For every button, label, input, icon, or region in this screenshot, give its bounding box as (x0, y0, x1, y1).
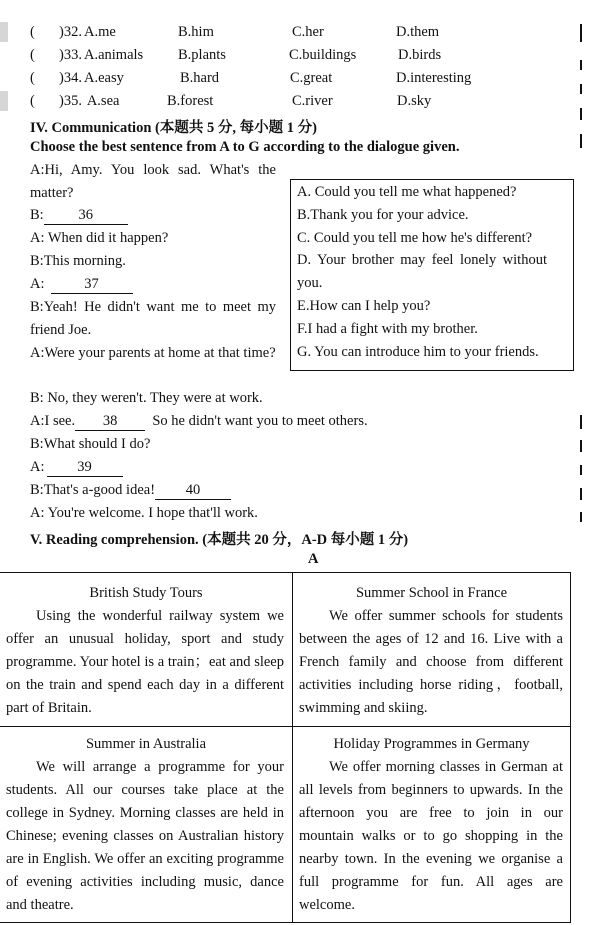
section-heading: V. Reading comprehension. (本题共 20 分，A-D 每小题 1 分) (30, 532, 409, 548)
cell-body: We will arrange a programme for your students. All our courses take place at the college in Sydney. Morning classes are held in Chinese; evening classes on Australian history are in English. We offer an exciting programme of evening activities including music, dance and theatre. (6, 759, 284, 913)
right-border-line (580, 415, 582, 429)
question-number: )32. (59, 24, 82, 40)
cell-title: Summer School in France (355, 585, 508, 601)
right-border-line (580, 84, 582, 94)
option-c: C.river (292, 93, 333, 109)
cell-body: We offer morning classes in German at all levels from beginners to upwards. In the afternoon you are free to join in our mountain walks or to go shopping in the nearby town. In the evening we organise a full programme for fun. All ages are welcome. (299, 759, 563, 913)
dialogue-line: A:I see. 38 So he didn't want you to meet others. (30, 413, 368, 429)
option-item: B.Thank you for your advice. (297, 207, 469, 223)
question-number: )33. (59, 47, 82, 63)
margin-marker (0, 91, 8, 111)
answer-paren: ( (30, 24, 35, 40)
dialogue-line: A: You're welcome. I hope that'll work. (30, 505, 258, 521)
option-b: B.him (178, 24, 214, 40)
question-number: )34. (59, 70, 82, 86)
question-number: )35. (59, 93, 82, 109)
passage-label: A (308, 551, 319, 567)
option-item: C. Could you tell me how he's different? (297, 230, 533, 246)
right-border-line (580, 512, 582, 522)
right-border-line (580, 24, 582, 42)
option-item: E.How can I help you? (297, 298, 431, 314)
option-c: C.her (292, 24, 324, 40)
option-a: A.animals (84, 47, 144, 63)
answer-blank-36: 36 (44, 207, 128, 225)
dialogue-line: A:Hi, Amy. You look sad. What's the matter? (30, 162, 276, 201)
option-b: B.forest (167, 93, 214, 109)
section-instruction: Choose the best sentence from A to G according to the dialogue given. (30, 139, 460, 155)
option-d: D.interesting (396, 70, 472, 86)
right-border-line (580, 60, 582, 70)
answer-blank-37: 37 (51, 276, 133, 294)
dialogue-line: B:This morning. (30, 253, 126, 269)
table-divider-horizontal (0, 726, 571, 727)
answer-paren: ( (30, 47, 35, 63)
dialogue-line: A: When did it happen? (30, 230, 169, 246)
answer-paren: ( (30, 70, 35, 86)
section-heading: IV. Communication (本题共 5 分, 每小题 1 分) (30, 120, 317, 136)
answer-blank-39: 39 (47, 459, 123, 477)
dialogue-line: A: 39 (30, 459, 123, 477)
right-border-line (580, 488, 582, 500)
dialogue-line: B: No, they weren't. They were at work. (30, 390, 263, 406)
option-d: D.them (396, 24, 440, 40)
answer-paren: ( (30, 93, 35, 109)
answer-blank-40: 40 (155, 482, 231, 500)
option-item: D. Your brother may feel lonely without you. (297, 252, 547, 291)
right-border-line (580, 440, 582, 452)
cell-title: Holiday Programmes in Germany (333, 736, 530, 752)
dialogue-line: B:That's a-good idea! 40 (30, 482, 231, 500)
option-c: C.buildings (289, 47, 357, 63)
option-b: B.plants (178, 47, 226, 63)
cell-body: Using the wonderful railway system we offer an unusual holiday, sport and study programme. Your hotel is a train；eat and sleep on the train and spend each day in a different part of Britain. (6, 608, 284, 716)
margin-marker (0, 22, 8, 42)
option-d: D.birds (398, 47, 442, 63)
right-border-line (580, 134, 582, 148)
option-item: F.I had a fight with my brother. (297, 321, 478, 337)
option-a: A.sea (84, 93, 120, 109)
option-b: B.hard (180, 70, 220, 86)
option-a: A.me (84, 24, 116, 40)
right-border-line (580, 465, 582, 475)
dialogue-line: B:Yeah! He didn't want me to meet my friend Joe. (30, 299, 276, 338)
option-d: D.sky (397, 93, 432, 109)
dialogue-line: B: 36 (30, 207, 128, 225)
cell-title: Summer in Australia (85, 736, 206, 752)
option-item: G. You can introduce him to your friends. (297, 344, 539, 360)
option-c: C.great (290, 70, 333, 86)
cell-body: We offer summer schools for students between the ages of 12 and 16. Live with a French family and choose from different activities including horse riding，football, swimming and skiing. (299, 608, 563, 716)
right-border-line (580, 108, 582, 120)
option-item: A. Could you tell me what happened? (297, 184, 517, 200)
answer-blank-38: 38 (75, 413, 145, 431)
option-a: A.easy (84, 70, 124, 86)
dialogue-line: A: 37 (30, 276, 133, 294)
dialogue-line: B:What should I do? (30, 436, 151, 452)
dialogue-line: A:Were your parents at home at that time? (30, 345, 276, 361)
cell-title: British Study Tours (89, 585, 203, 601)
